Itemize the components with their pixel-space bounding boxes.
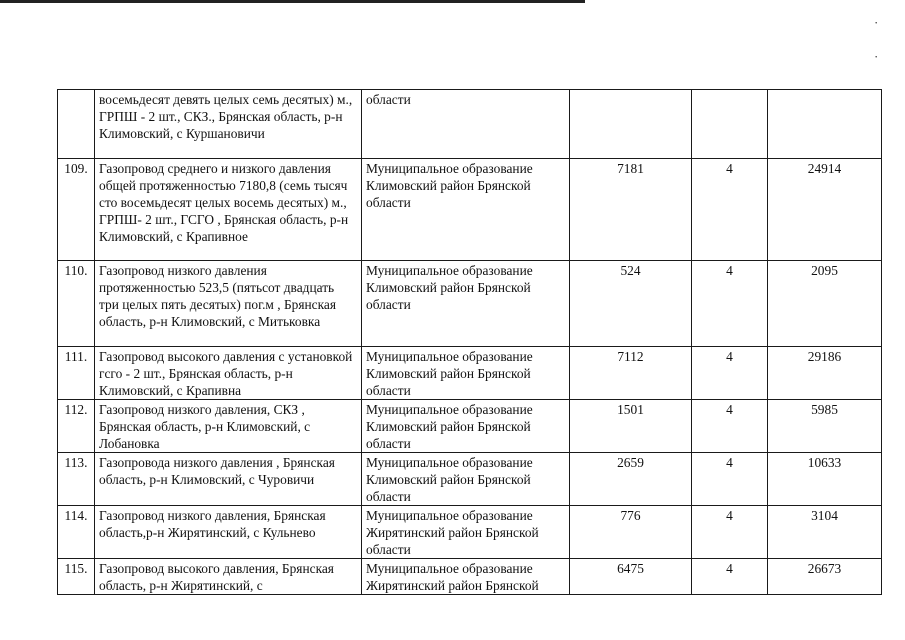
owner: области xyxy=(362,90,570,159)
register-table xyxy=(57,89,882,595)
value-2: 4 xyxy=(692,453,768,506)
owner: Муниципальное образование Климовский район Брянской области xyxy=(362,400,570,453)
owner: Муниципальное образование Климовский район Брянской области xyxy=(362,347,570,400)
object-description: Газопровод высокого давления, Брянская область, р-н Жирятинский, с xyxy=(95,559,362,595)
scan-speck: · xyxy=(874,49,879,64)
value-1: 6475 xyxy=(570,559,692,595)
owner: Муниципальное образование Климовский район Брянской области xyxy=(362,453,570,506)
value-1 xyxy=(570,90,692,159)
row-number: 112. xyxy=(58,400,95,453)
value-3: 24914 xyxy=(768,159,882,261)
value-3: 2095 xyxy=(768,261,882,347)
table-row xyxy=(58,90,882,159)
value-2 xyxy=(692,90,768,159)
table-row xyxy=(58,347,882,400)
table-row xyxy=(58,559,882,595)
row-number: 109. xyxy=(58,159,95,261)
table-row xyxy=(58,400,882,453)
value-3: 10633 xyxy=(768,453,882,506)
value-3: 26673 xyxy=(768,559,882,595)
object-description: восемьдесят девять целых семь десятых) м., ГРПШ - 2 шт., СКЗ., Брянская область, р-н Климовский, с Куршановичи xyxy=(95,90,362,159)
owner: Муниципальное образование Жирятинский район Брянской xyxy=(362,559,570,595)
row-number: 110. xyxy=(58,261,95,347)
value-3: 29186 xyxy=(768,347,882,400)
object-description: Газопровод низкого давления протяженностью 523,5 (пятьсот двадцать три целых пять десятых) пог.м , Брянская область, р-н Климовский, с Митьковка xyxy=(95,261,362,347)
owner: Муниципальное образование Климовский район Брянской области xyxy=(362,159,570,261)
row-number: 111. xyxy=(58,347,95,400)
object-description: Газопровод низкого давления, СКЗ , Брянская область, р-н Климовский, с Лобановка xyxy=(95,400,362,453)
top-rule xyxy=(0,0,585,3)
row-number: 115. xyxy=(58,559,95,595)
table-row xyxy=(58,159,882,261)
object-description: Газопровода низкого давления , Брянская область, р-н Климовский, с Чуровичи xyxy=(95,453,362,506)
value-1: 524 xyxy=(570,261,692,347)
value-2: 4 xyxy=(692,261,768,347)
value-3 xyxy=(768,90,882,159)
value-3: 3104 xyxy=(768,506,882,559)
value-1: 1501 xyxy=(570,400,692,453)
value-2: 4 xyxy=(692,347,768,400)
table-row xyxy=(58,506,882,559)
value-2: 4 xyxy=(692,159,768,261)
object-description: Газопровод высокого давления с установкой гсго - 2 шт., Брянская область, р-н Климовский, с Крапивна xyxy=(95,347,362,400)
scan-speck: · xyxy=(874,15,879,30)
table-row xyxy=(58,453,882,506)
owner: Муниципальное образование Жирятинский район Брянской области xyxy=(362,506,570,559)
value-2: 4 xyxy=(692,400,768,453)
value-1: 776 xyxy=(570,506,692,559)
owner: Муниципальное образование Климовский район Брянской области xyxy=(362,261,570,347)
object-description: Газопровод среднего и низкого давления общей протяженностью 7180,8 (семь тысяч сто восемьдесят целых восемь десятых) м., ГРПШ- 2 шт., ГСГО , Брянская область, р-н Климовский, с Крапивное xyxy=(95,159,362,261)
value-2: 4 xyxy=(692,506,768,559)
value-1: 7112 xyxy=(570,347,692,400)
row-number: 114. xyxy=(58,506,95,559)
object-description: Газопровод низкого давления, Брянская область,р-н Жирятинский, с Кульнево xyxy=(95,506,362,559)
value-2: 4 xyxy=(692,559,768,595)
value-1: 2659 xyxy=(570,453,692,506)
table-row xyxy=(58,261,882,347)
row-number: 113. xyxy=(58,453,95,506)
value-1: 7181 xyxy=(570,159,692,261)
value-3: 5985 xyxy=(768,400,882,453)
row-number xyxy=(58,90,95,159)
